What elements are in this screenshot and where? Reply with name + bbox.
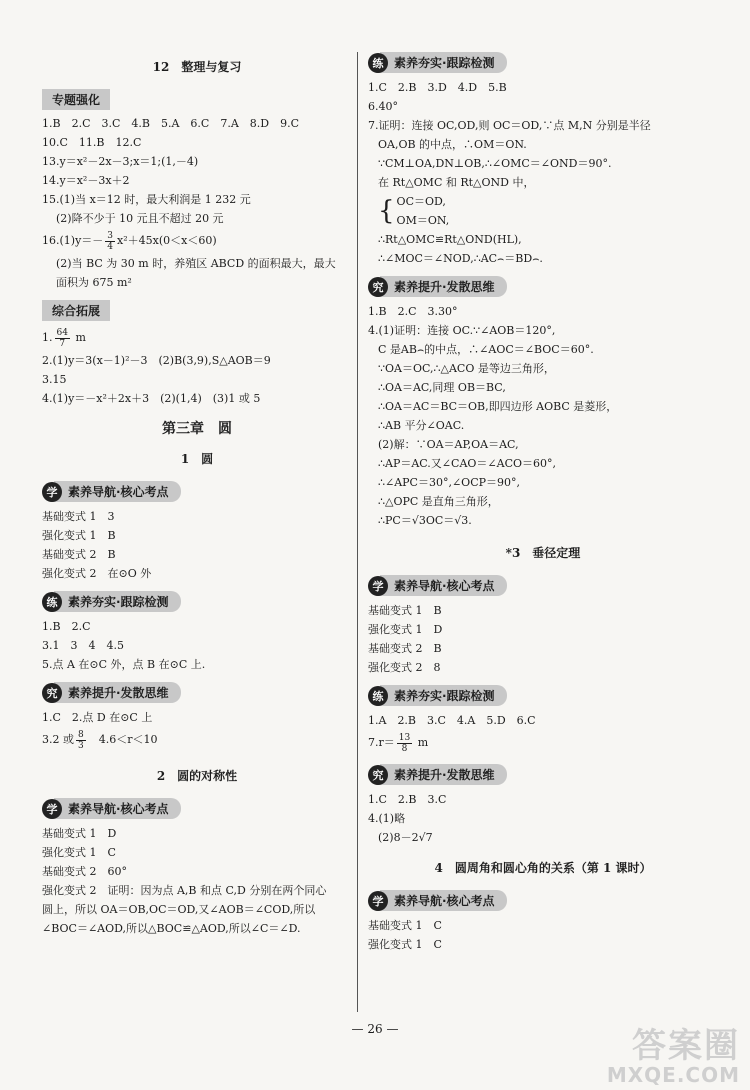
lian-label: 素养夯实·跟踪检测 [380, 52, 507, 73]
section-1-title: 1 圆 [180, 452, 214, 466]
answer-line-16 [42, 228, 352, 254]
fraction [105, 231, 115, 252]
jiu-tag [368, 276, 507, 297]
answer-line [368, 730, 718, 756]
fraction-denominator: 7 [59, 338, 66, 349]
fraction [397, 733, 412, 754]
answer-line: 强化变式 2 8 [368, 661, 441, 674]
proof-line: ∴∠MOC＝∠NOD,∴AC⌢＝BD⌢. [378, 252, 543, 265]
xue-tag [368, 890, 507, 911]
proof-line: ∴∠APC＝30°,∠OCP＝90°, [378, 476, 521, 489]
xue-char: 学 [42, 482, 62, 502]
xue-label: 素养导航·核心考点 [380, 575, 507, 596]
answer-line: 4.(1)略 [368, 812, 406, 825]
jiu-label: 素养提升·发散思维 [380, 764, 507, 785]
watermark-text: MXQE.COM [606, 1063, 740, 1087]
comprehensive-tag: 综合拓展 [42, 300, 110, 321]
proof-line: ∴OA＝AC,同理 OB＝BC, [378, 381, 506, 394]
lian-label: 素养夯实·跟踪检测 [54, 591, 181, 612]
answer-line: 基础变式 2 B [368, 642, 442, 655]
answer-line [42, 727, 352, 753]
lian-tag [368, 52, 507, 73]
equation-line: OC＝OD, [396, 195, 446, 208]
proof-line: 4.(1)证明：连接 OC.∵∠AOB＝120°, [368, 324, 556, 337]
answer-line: 基础变式 1 C [368, 919, 442, 932]
answer-text: 1. [42, 331, 53, 344]
answer-line: (2)8－2√7 [378, 831, 433, 844]
proof-line: 在 Rt△OMC 和 Rt△OND 中， [378, 176, 535, 189]
answer-line: 强化变式 1 C [42, 846, 116, 859]
fraction-numerator: 8 [78, 729, 84, 740]
page-number: — 26 — [351, 1022, 399, 1036]
left-column [42, 50, 352, 938]
answer-line: 1.C 2.B 3.D 4.D 5.B [368, 81, 507, 94]
answer-text: 16.(1)y＝－ [42, 234, 104, 247]
section-4-title: 4 圆周角和圆心角的关系（第 1 课时） [434, 861, 652, 875]
equation-system [368, 192, 718, 230]
xue-label: 素养导航·核心考点 [380, 890, 507, 911]
xue-char: 学 [42, 799, 62, 819]
proof-line: ∵CM⊥OA,DN⊥OB,∴∠OMC＝∠OND＝90°. [378, 157, 612, 170]
xue-tag [368, 575, 507, 596]
fraction-denominator: 8 [401, 743, 408, 754]
answer-line: 强化变式 1 B [42, 529, 116, 542]
answer-line: 基础变式 2 60° [42, 865, 127, 878]
watermark [560, 1028, 740, 1088]
proof-line: ∴AB 平分∠OAC. [378, 419, 465, 432]
lian-label: 素养夯实·跟踪检测 [380, 685, 507, 706]
answer-line: 强化变式 1 D [368, 623, 443, 636]
chapter-title: 第三章 圆 [162, 421, 232, 437]
jiu-char: 究 [368, 765, 388, 785]
lian-char: 练 [368, 686, 388, 706]
proof-line: OA,OB 的中点，∴OM＝ON. [378, 138, 527, 151]
answer-line: 1.A 2.B 3.C 4.A 5.D 6.C [368, 714, 536, 727]
answer-line: 面积为 675 m² [56, 276, 132, 289]
proof-line: ∴PC＝√3OC＝√3. [378, 514, 472, 527]
jiu-label: 素养提升·发散思维 [380, 276, 507, 297]
answer-line: (2)当 BC 为 30 m 时，养殖区 ABCD 的面积最大，最大 [56, 257, 336, 270]
jiu-label: 素养提升·发散思维 [54, 682, 181, 703]
lian-tag [42, 591, 181, 612]
answer-line: 基础变式 1 3 [42, 510, 115, 523]
answer-line: 强化变式 2 在⊙O 外 [42, 567, 152, 580]
answer-text: 7.r＝ [368, 736, 395, 749]
answer-line: 1.B 2.C 3.30° [368, 305, 458, 318]
equation-line: OM＝ON, [396, 214, 450, 227]
fraction-numerator: 13 [398, 732, 411, 743]
answer-text: m [414, 736, 429, 749]
proof-line: ∴△OPC 是直角三角形， [378, 495, 499, 508]
xue-char: 学 [368, 576, 388, 596]
answer-line: 13.y＝x²－2x－3;x＝1;(1,－4) [42, 155, 199, 168]
section-2-title: 2 圆的对称性 [156, 769, 238, 783]
answer-line: 强化变式 1 C [368, 938, 442, 951]
proof-line: 圆上，所以 OA＝OB,OC＝OD,又∠AOB＝∠COD,所以 [42, 903, 316, 916]
jiu-char: 究 [42, 683, 62, 703]
xue-label: 素养导航·核心考点 [54, 481, 181, 502]
answer-line: 14.y＝x²－3x＋2 [42, 174, 130, 187]
proof-line: ∴AP＝AC.又∠CAO＝∠ACO＝60°, [378, 457, 556, 470]
lian-char: 练 [42, 592, 62, 612]
answer-line: 基础变式 1 B [368, 604, 442, 617]
answer-text: 3.2 或 [42, 733, 74, 746]
lian-char: 练 [368, 53, 388, 73]
column-divider [357, 52, 358, 1012]
answer-line: 3.1 3 4 4.5 [42, 639, 124, 652]
xue-tag [42, 798, 181, 819]
fraction [55, 328, 70, 349]
fraction-numerator: 3 [107, 230, 114, 241]
proof-line: ∴Rt△OMC≌Rt△OND(HL), [378, 233, 522, 246]
proof-line: ∴OA＝AC＝BC＝OB,即四边形 AOBC 是菱形， [378, 400, 618, 413]
answer-line: 15.(1)当 x＝12 时，最大利润是 1 232 元 [42, 193, 251, 206]
answer-text: m [71, 331, 86, 344]
equation-lines [397, 192, 450, 230]
right-column [368, 50, 718, 954]
proof-line: (2)解：∵OA＝AP,OA＝AC, [378, 438, 519, 451]
xue-char: 学 [368, 891, 388, 911]
proof-line: C 是AB⌢的中点，∴∠AOC＝∠BOC＝60°. [378, 343, 594, 356]
answer-line: 2.(1)y＝3(x－1)²－3 (2)B(3,9),S△AOB＝9 [42, 354, 271, 367]
answer-text: 4.6＜r＜10 [87, 733, 158, 746]
answer-line: 1.B 2.C 3.C 4.B 5.A 6.C 7.A 8.D 9.C [42, 117, 299, 130]
xue-tag [42, 481, 181, 502]
answer-line: 1.C 2.点 D 在⊙C 上 [42, 711, 153, 724]
answer-line: 基础变式 2 B [42, 548, 116, 561]
answer-line [42, 325, 352, 351]
brace-symbol: { [378, 196, 395, 226]
section-12-title: 12 整理与复习 [152, 60, 242, 74]
answer-line: 6.40° [368, 100, 398, 113]
answer-line: 基础变式 1 D [42, 827, 117, 840]
special-strengthen-tag: 专题强化 [42, 89, 110, 110]
fraction [76, 730, 86, 751]
proof-line: ∠BOC＝∠AOD,所以△BOC≌△AOD,所以∠C＝∠D. [42, 922, 301, 935]
answer-text: x²＋45x(0＜x＜60) [117, 234, 217, 247]
proof-line: 7.证明：连接 OC,OD,则 OC＝OD,∵点 M,N 分别是半径 [368, 119, 651, 132]
xue-label: 素养导航·核心考点 [54, 798, 181, 819]
answer-line: 5.点 A 在⊙C 外，点 B 在⊙C 上. [42, 658, 206, 671]
answer-line: 1.C 2.B 3.C [368, 793, 447, 806]
section-3-title: *3 垂径定理 [505, 546, 581, 560]
answer-line: 3.15 [42, 373, 67, 386]
answer-line: (2)降不少于 10 元且不超过 20 元 [56, 212, 224, 225]
jiu-char: 究 [368, 277, 388, 297]
answer-line: 10.C 11.B 12.C [42, 136, 142, 149]
fraction-denominator: 4 [107, 241, 114, 252]
jiu-tag [368, 764, 507, 785]
fraction-numerator: 64 [56, 327, 68, 338]
proof-line: ∵OA＝OC,∴△ACO 是等边三角形， [378, 362, 555, 375]
answer-line: 4.(1)y＝－x²＋2x＋3 (2)(1,4) (3)1 或 5 [42, 392, 261, 405]
answer-line: 1.B 2.C [42, 620, 91, 633]
lian-tag [368, 685, 507, 706]
fraction-denominator: 3 [78, 740, 84, 751]
proof-line: 强化变式 2 证明：因为点 A,B 和点 C,D 分别在两个同心 [42, 884, 327, 897]
watermark-logo: 答案圈 [632, 1026, 740, 1066]
jiu-tag [42, 682, 181, 703]
